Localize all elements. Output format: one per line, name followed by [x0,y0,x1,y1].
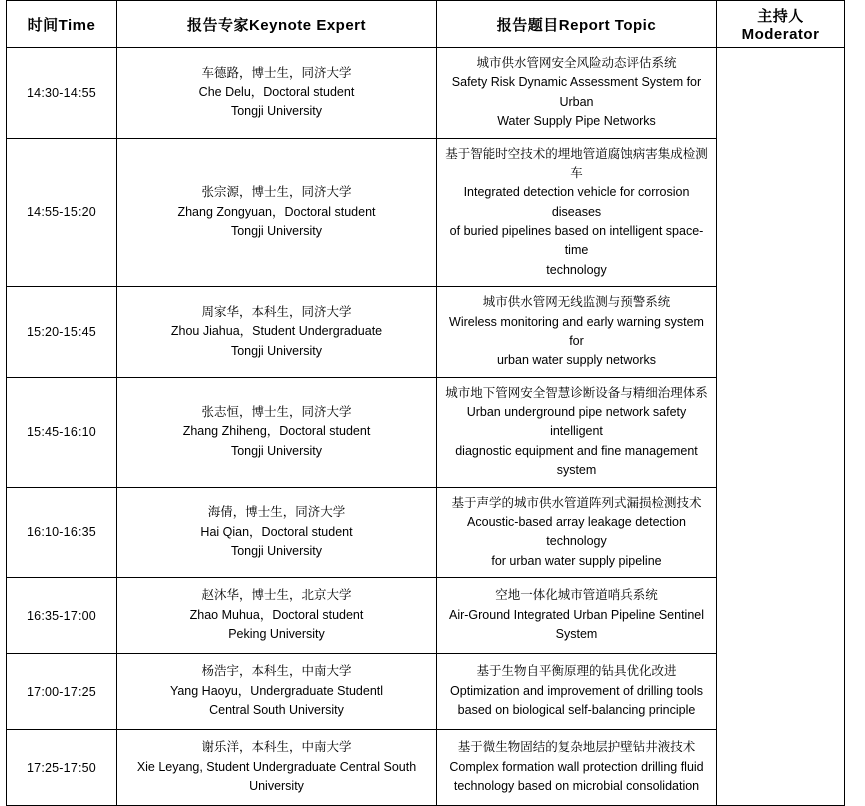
cell-expert [117,730,437,806]
table-body [7,48,845,806]
topic-line: 城市地下管网安全智慧诊断设备与精细治理体系 [445,385,708,400]
expert-line: 谢乐洋，本科生，中南大学 [201,740,352,755]
cell-topic [437,377,717,487]
expert-line: 赵沐华，博士生，北京大学 [201,588,352,603]
column-header-topic: 报告题目Report Topic [437,1,717,48]
topic-line: of buried pipelines based on intelligent space-time [449,224,704,258]
expert-line: 海倩，博士生，同济大学 [207,505,346,520]
topic-line: Urban underground pipe network safety intelligent [466,405,687,439]
topic-line: 城市供水管网无线监测与预警系统 [482,295,671,310]
cell-topic [437,487,717,578]
topic-line: for urban water supply pipeline [491,553,662,568]
cell-time: 17:00-17:25 [7,654,117,730]
topic-line: 城市供水管网安全风险动态评估系统 [476,56,677,70]
topic-line: Acoustic-based array leakage detection technology [467,514,686,549]
expert-line: Tongji University [230,104,322,119]
topic-line: Complex formation wall protection drilling fluid [449,759,704,774]
table-header-row [7,1,845,48]
topic-line: Safety Risk Dynamic Assessment System for Urban [451,75,702,109]
topic-line: 基于智能时空技术的埋地管道腐蚀病害集成检测车 [445,146,708,180]
topic-line: System [555,627,598,642]
expert-line: 张宗源，博士生，同济大学 [201,185,352,200]
cell-expert [117,578,437,654]
cell-expert [117,48,437,139]
expert-line: Che Delu，Doctoral student [198,85,355,100]
cell-moderator [717,48,845,806]
column-header-expert: 报告专家Keynote Expert [117,1,437,48]
expert-line: Tongji University [230,543,322,558]
topic-line: 基于微生物固结的复杂地层护壁钻井液技术 [457,740,696,755]
topic-line: Air-Ground Integrated Urban Pipeline Sentinel [448,607,704,622]
cell-expert [117,654,437,730]
expert-line: Zhang Zongyuan，Doctoral student [177,204,376,219]
expert-line: Zhang Zhiheng，Doctoral student [182,424,371,439]
topic-line: Wireless monitoring and early warning system for [449,314,704,348]
cell-time: 16:35-17:00 [7,578,117,654]
topic-line: 空地一体化城市管道哨兵系统 [495,588,658,603]
cell-topic [437,48,717,139]
cell-expert [117,138,437,287]
topic-line: 基于生物自平衡原理的钻具优化改进 [476,664,677,679]
expert-line: 车德路，博士生，同济大学 [201,65,352,80]
cell-time: 14:30-14:55 [7,48,117,139]
expert-line: Peking University [228,627,325,642]
cell-topic [437,287,717,378]
topic-line: Integrated detection vehicle for corrosion diseases [463,185,690,219]
expert-line: Central South University [209,703,344,718]
topic-line: diagnostic equipment and fine management system [455,443,698,478]
table-header [7,1,845,48]
cell-time: 16:10-16:35 [7,487,117,578]
cell-topic [437,578,717,654]
column-header-time: 时间Time [7,1,117,48]
expert-line: Tongji University [230,343,322,358]
cell-topic [437,654,717,730]
topic-line: Water Supply Pipe Networks [497,114,656,129]
cell-time: 17:25-17:50 [7,730,117,806]
topic-line: Optimization and improvement of drilling tools [450,683,703,698]
expert-line: 张志恒，博士生，同济大学 [201,405,352,419]
topic-line: 基于声学的城市供水管道阵列式漏损检测技术 [451,495,702,510]
topic-line: urban water supply networks [496,353,657,368]
column-header-moderator: 主持人Moderator [717,1,845,48]
expert-line: Xie Leyang, Student Undergraduate Central South University [136,759,417,794]
topic-line: technology based on microbial consolidation [453,779,700,794]
schedule-table [6,0,845,806]
cell-topic [437,730,717,806]
expert-line: Tongji University [230,443,322,458]
expert-line: Zhou Jiahua，Student Undergraduate [170,324,383,339]
cell-expert [117,487,437,578]
cell-time: 15:45-16:10 [7,377,117,487]
cell-expert [117,287,437,378]
cell-time: 14:55-15:20 [7,138,117,287]
expert-line: Zhao Muhua，Doctoral student [189,607,364,622]
expert-line: Yang Haoyu，Undergraduate Studentl [169,683,384,698]
cell-time: 15:20-15:45 [7,287,117,378]
cell-expert [117,377,437,487]
topic-line: technology [546,262,607,277]
cell-topic [437,138,717,287]
expert-line: Hai Qian，Doctoral student [200,524,353,539]
expert-line: Tongji University [230,224,322,238]
table-row [7,48,845,139]
topic-line: based on biological self-balancing principle [457,703,696,718]
expert-line: 周家华，本科生，同济大学 [201,304,352,319]
expert-line: 杨浩宇，本科生，中南大学 [201,664,352,679]
